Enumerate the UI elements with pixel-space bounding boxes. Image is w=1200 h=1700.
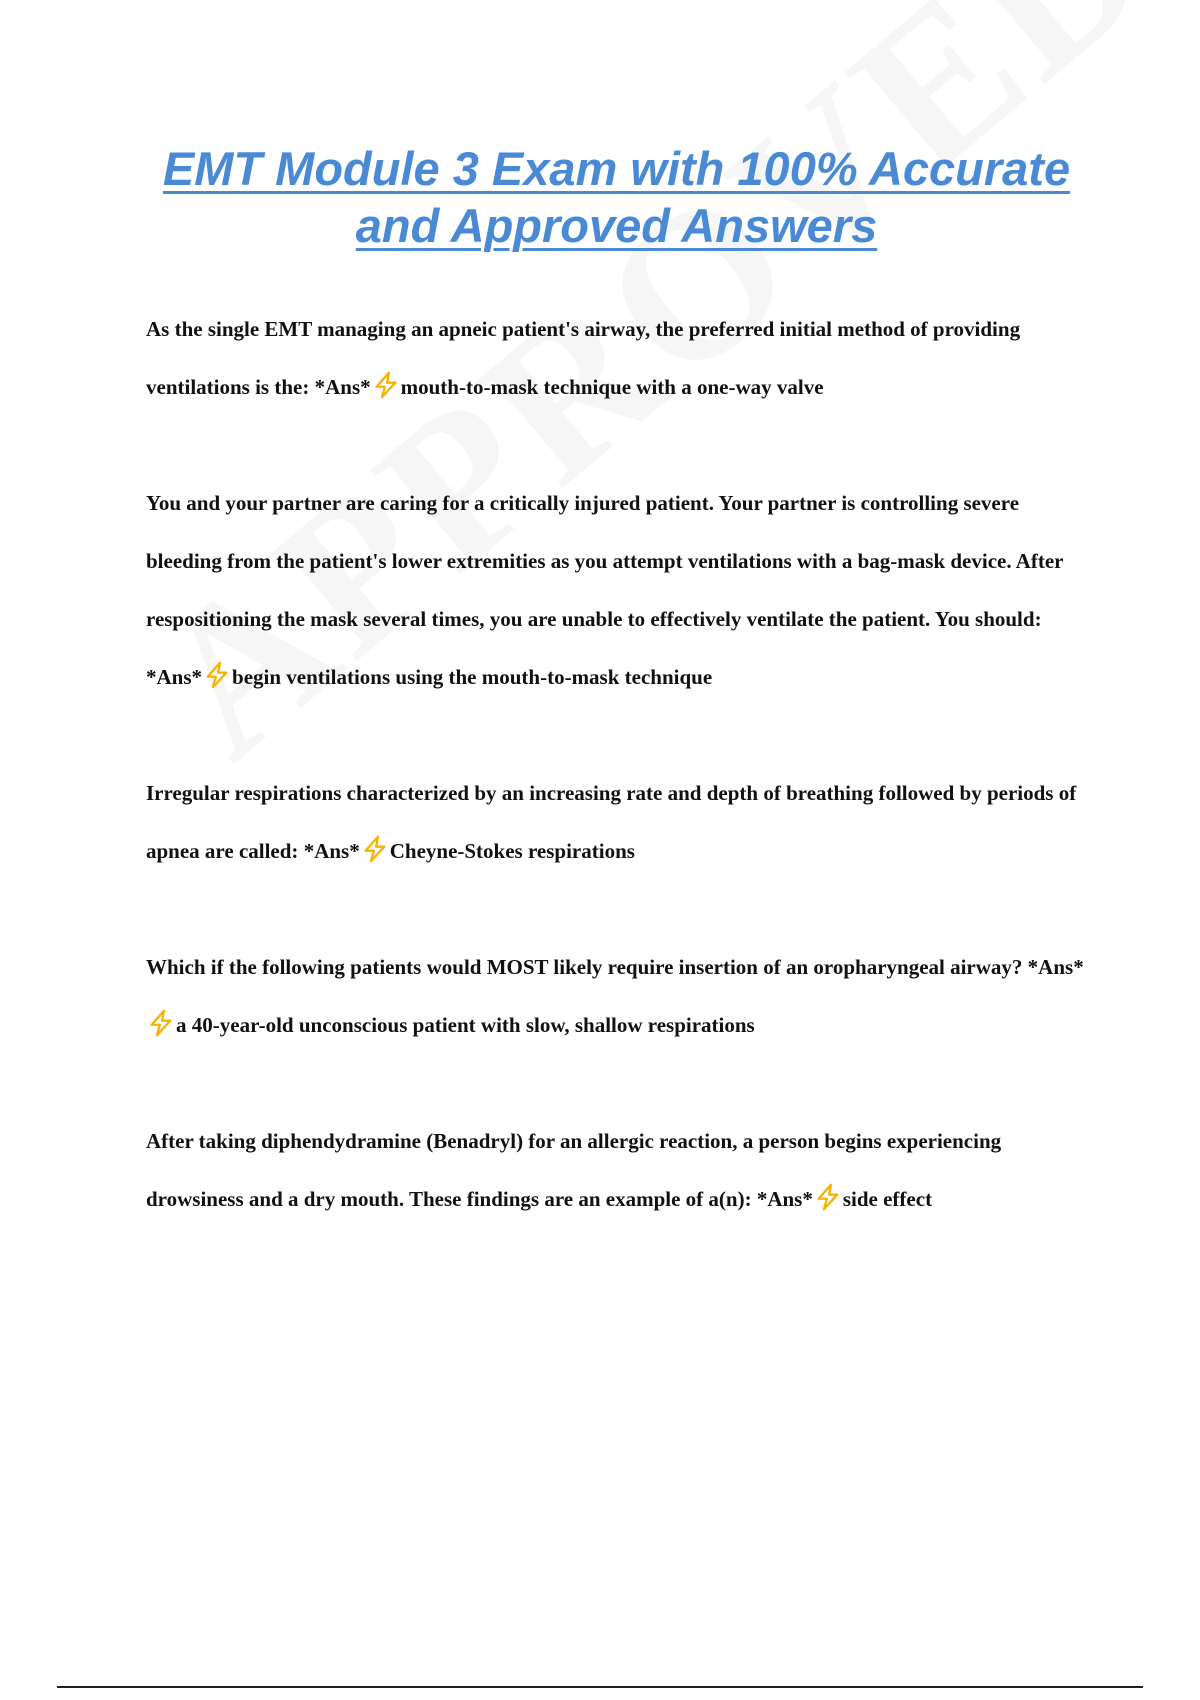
answer-text: mouth-to-mask technique with a one-way valve bbox=[400, 375, 824, 399]
question-text: After taking diphendydramine (Benadryl) for an allergic reaction, a person begins experiencing drowsiness and a dry mouth. These findings are an example of a(n): bbox=[146, 1129, 1002, 1211]
answer-marker: *Ans* bbox=[303, 839, 360, 863]
title-line-1: EMT Module 3 Exam with 100% Accurate bbox=[162, 142, 1071, 195]
answer-text: begin ventilations using the mouth-to-mask technique bbox=[232, 665, 713, 689]
qa-item bbox=[146, 938, 1096, 1054]
answer-marker: *Ans* bbox=[146, 665, 203, 689]
question-text: Which if the following patients would MOST likely require insertion of an oropharyngeal airway? bbox=[146, 955, 1023, 979]
answer-marker: *Ans* bbox=[1027, 955, 1084, 979]
lightning-bolt-icon bbox=[372, 363, 400, 391]
question-text: Irregular respirations characterized by an increasing rate and depth of breathing followed by periods of apnea are called: bbox=[146, 781, 1077, 863]
answer-marker: *Ans* bbox=[314, 375, 371, 399]
question-text: As the single EMT managing an apneic patient's airway, the preferred initial method of providing ventilations is the: bbox=[146, 317, 1021, 399]
lightning-bolt-icon bbox=[814, 1175, 842, 1203]
qa-item bbox=[146, 474, 1096, 706]
qa-list bbox=[146, 300, 1096, 1286]
qa-item bbox=[146, 300, 1096, 416]
qa-item bbox=[146, 764, 1096, 880]
lightning-bolt-icon bbox=[147, 1001, 175, 1029]
answer-text: a 40-year-old unconscious patient with slow, shallow respirations bbox=[176, 1013, 755, 1037]
title-line-2: and Approved Answers bbox=[355, 199, 878, 252]
qa-item bbox=[146, 1112, 1096, 1228]
answer-text: side effect bbox=[842, 1187, 933, 1211]
lightning-bolt-icon bbox=[361, 827, 389, 855]
answer-marker: *Ans* bbox=[756, 1187, 813, 1211]
footer-rule bbox=[57, 1686, 1143, 1688]
answer-text: Cheyne-Stokes respirations bbox=[389, 839, 635, 863]
lightning-bolt-icon bbox=[203, 653, 231, 681]
document-title bbox=[120, 140, 1113, 254]
question-text: You and your partner are caring for a critically injured patient. Your partner is controlling severe bleeding from the patient's lower extremities as you attempt ventilations with a bag-mask device. After respositioning the mask several times, you are unable to effectively ventilate the patient. You should: bbox=[146, 491, 1064, 631]
